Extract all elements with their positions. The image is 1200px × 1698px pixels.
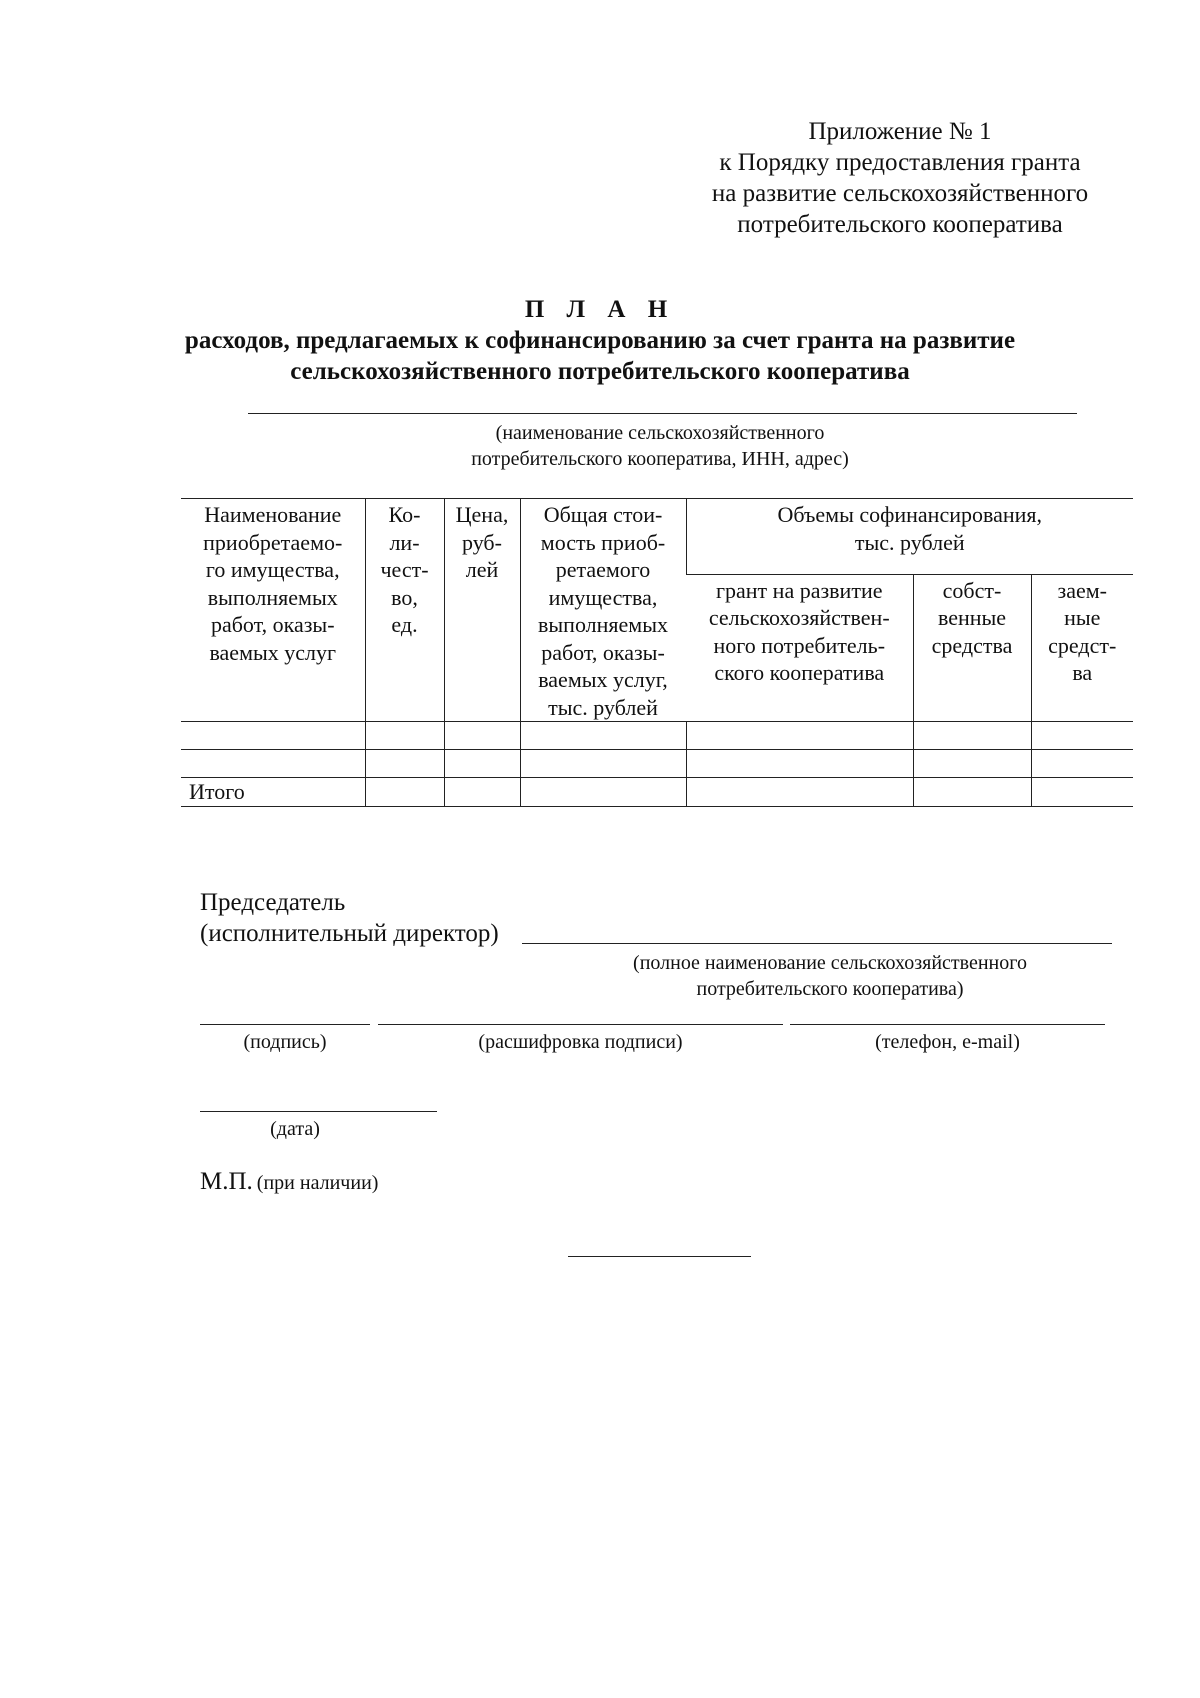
chairman-label: Председатель (200, 889, 346, 916)
table-cell[interactable] (365, 750, 444, 778)
title-line: сельскохозяйственного потребительского кооператива (290, 358, 910, 385)
caption-line: (наименование сельскохозяйственного (495, 422, 825, 444)
header-borrowed-funds: заем- ные средст- ва (1031, 574, 1133, 721)
org-name-line (248, 413, 1077, 414)
table-cell[interactable] (444, 778, 520, 807)
director-label: (исполнительный директор) (200, 920, 499, 947)
table-cell[interactable] (913, 722, 1031, 750)
table-row (181, 722, 1133, 750)
signature-decode-line (378, 1024, 783, 1025)
title-line: расходов, предлагаемых к софинансированию за счет гранта на развитие (184, 327, 1016, 354)
table-cell[interactable] (913, 778, 1031, 807)
header-cofinancing-volumes: Объемы софинансирования, тыс. рублей (686, 499, 1133, 575)
header-grant: грант на развитие сельскохозяйствен- ного потребитель- ского кооператива (686, 574, 913, 721)
table-cell[interactable] (686, 778, 913, 807)
header-total-cost: Общая стои- мость приоб- ретаемого имущества, выполняемых работ, оказы- ваемых услуг, тыс. рублей (520, 499, 686, 722)
org-name-caption (380, 420, 940, 472)
table-cell[interactable] (181, 722, 365, 750)
header-own-funds: собст- венные средства (913, 574, 1031, 721)
end-divider (568, 1256, 751, 1257)
table-cell[interactable] (1031, 750, 1133, 778)
table-cell[interactable] (520, 778, 686, 807)
total-row (181, 778, 1133, 807)
org-full-name-caption (560, 950, 1100, 1002)
plan-heading: П Л А Н (524, 296, 676, 323)
table-cell[interactable] (686, 722, 913, 750)
attachment-line: Приложение № 1 (808, 118, 992, 145)
table-cell[interactable] (181, 750, 365, 778)
signature-caption: (подпись) (243, 1031, 327, 1053)
table-cell[interactable] (444, 722, 520, 750)
table-cell[interactable] (1031, 778, 1133, 807)
table-cell[interactable] (365, 778, 444, 807)
table-cell[interactable] (913, 750, 1031, 778)
signature-line (200, 1024, 370, 1025)
contact-line (790, 1024, 1105, 1025)
attachment-line: к Порядку предоставления гранта (719, 149, 1081, 176)
table-row (181, 750, 1133, 778)
table-cell[interactable] (686, 750, 913, 778)
header-quantity: Ко- ли- чест- во, ед. (365, 499, 444, 722)
total-label: Итого (189, 779, 245, 804)
table-cell[interactable] (444, 750, 520, 778)
org-full-name-line (522, 943, 1112, 944)
attachment-line: потребительского кооператива (737, 211, 1063, 238)
caption-line: потребительского кооператива) (696, 978, 964, 1000)
header-price: Цена, руб- лей (444, 499, 520, 722)
table-cell[interactable] (1031, 722, 1133, 750)
stamp-note: (при наличии) (256, 1172, 379, 1194)
stamp-block (200, 1166, 378, 1197)
attachment-header (690, 116, 1110, 240)
header-item-name: Наименование приобретаемо- го имущества, выполняемых работ, оказы- ваемых услуг (181, 499, 365, 722)
attachment-line: на развитие сельскохозяйственного (711, 180, 1089, 207)
table-cell[interactable] (520, 750, 686, 778)
caption-line: потребительского кооператива, ИНН, адрес) (471, 448, 849, 470)
table-cell[interactable] (365, 722, 444, 750)
expense-plan-table (181, 498, 1133, 807)
document-title (160, 294, 1040, 387)
contact-caption: (телефон, e-mail) (875, 1031, 1020, 1053)
stamp-label: М.П. (200, 1168, 253, 1195)
table-cell[interactable] (520, 722, 686, 750)
signature-decode-caption: (расшифровка подписи) (478, 1031, 683, 1053)
date-line (200, 1111, 437, 1112)
caption-line: (полное наименование сельскохозяйственного (633, 952, 1027, 974)
date-caption: (дата) (270, 1118, 320, 1140)
